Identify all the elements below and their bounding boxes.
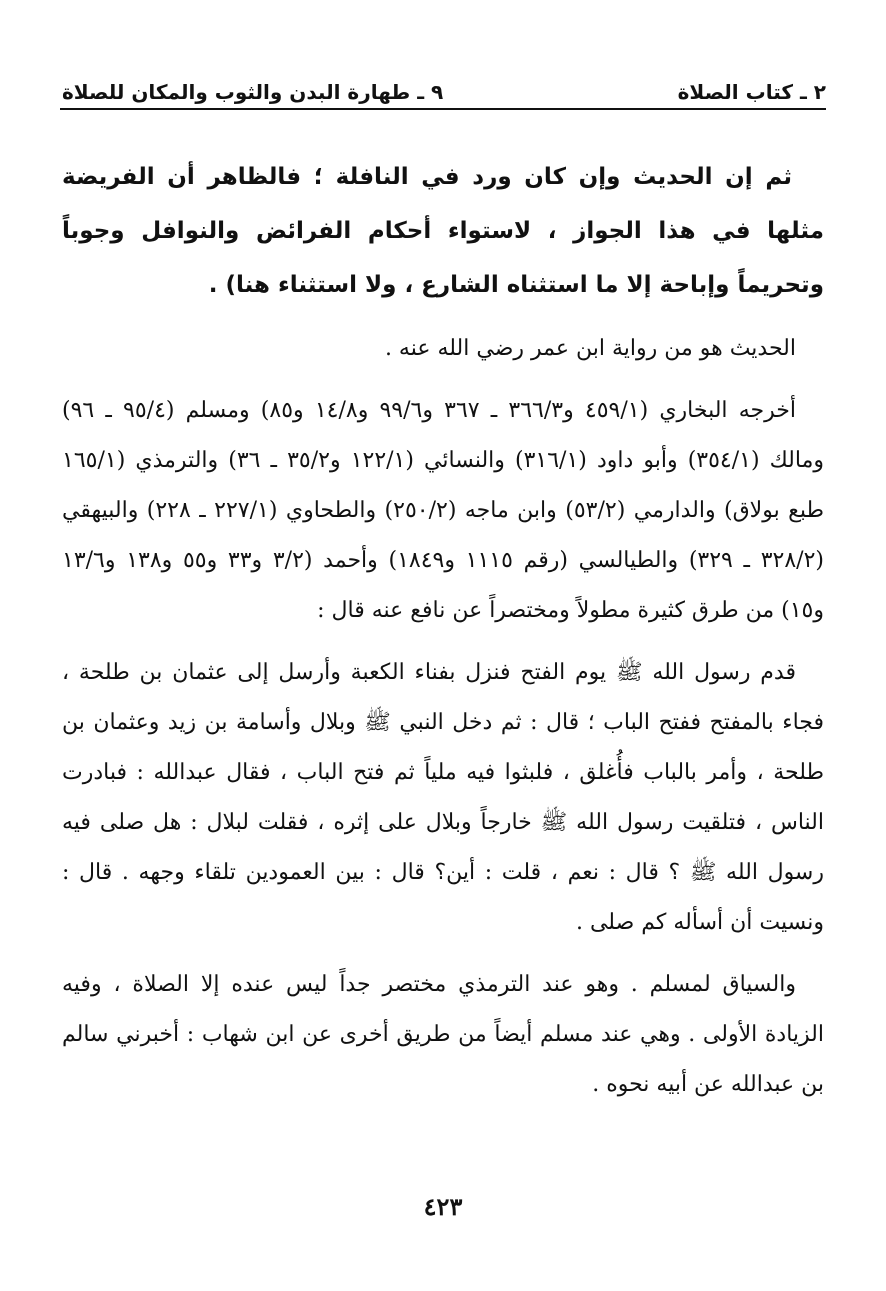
paragraph-sources: أخرجه البخاري (٤٥٩/١ و٣٦٦/٣ ـ ٣٦٧ و٩٩/٦ و١٤/٨ و٨٥) ومسلم (٩٥/٤ ـ ٩٦) ومالك (٣٥٤/١) وأبو داود (٣١٦/١) والنسائي (١٢٢/١ و٣٥/٢ ـ ٣٦) والترمذي (١٦٥/١ طبع بولاق) والدارمي (٥٣/٢) وابن ماجه (٢٥٠/٢) والطحاوي (٢٢٧/١ ـ ٢٢٨) والبيهقي (٣٢٨/٢ ـ ٣٢٩) والطيالسي (رقم ١١١٥ و١٨٤٩) وأحمد (٣/٢ و٣٣ و٥٥ و١٣٨ و١٣/٦ و١٥) من طرق كثيرة مطولاً ومختصراً عن نافع عنه قال : (62, 398, 825, 623)
paragraph-hadith-text: قدم رسول الله ﷺ يوم الفتح فنزل بفناء الكعبة وأرسل إلى عثمان بن طلحة ، فجاء بالمفتح ففتح الباب ؛ قال : ثم دخل النبي ﷺ وبلال وأسامة بن زيد وعثمان بن طلحة ، وأمر بالباب فأُغلق ، فلبثوا فيه ملياً ثم فتح الباب ، فقال عبدالله : فبادرت الناس ، فتلقيت رسول الله ﷺ خارجاً وبلال على إثره ، فقلت لبلال : هل صلى فيه رسول الله ﷺ ؟ قال : نعم ، قلت : أين؟ قال : بين العمودين تلقاء وجهه . قال : ونسيت أن أسأله كم صلى . (62, 660, 824, 935)
header-divider (60, 108, 826, 110)
header-chapter-title: ٢ ـ كتاب الصلاة (677, 80, 826, 104)
page-number: ٤٢٣ (423, 1192, 463, 1221)
header-section-title: ٩ ـ طهارة البدن والثوب والمكان للصلاة (62, 80, 444, 104)
body-text (62, 150, 824, 1122)
paragraph-quote-conclusion: ثم إن الحديث وإن كان ورد في النافلة ؛ فالظاهر أن الفريضة مثلها في هذا الجواز ، لاستواء أحكام الفرائض والنوافل وجوباً وتحريماً وإباحة إلا ما استثناه الشارع ، ولا استثناء هنا) . (62, 164, 824, 298)
paragraph-narrator: الحديث هو من رواية ابن عمر رضي الله عنه . (384, 336, 796, 361)
paragraph-commentary: والسياق لمسلم . وهو عند الترمذي مختصر جداً ليس عنده إلا الصلاة ، وفيه الزيادة الأولى . وهي عند مسلم أيضاً من طريق أخرى عن ابن شهاب : أخبرني سالم بن عبدالله عن أبيه نحوه . (62, 972, 825, 1097)
running-header (62, 64, 826, 104)
